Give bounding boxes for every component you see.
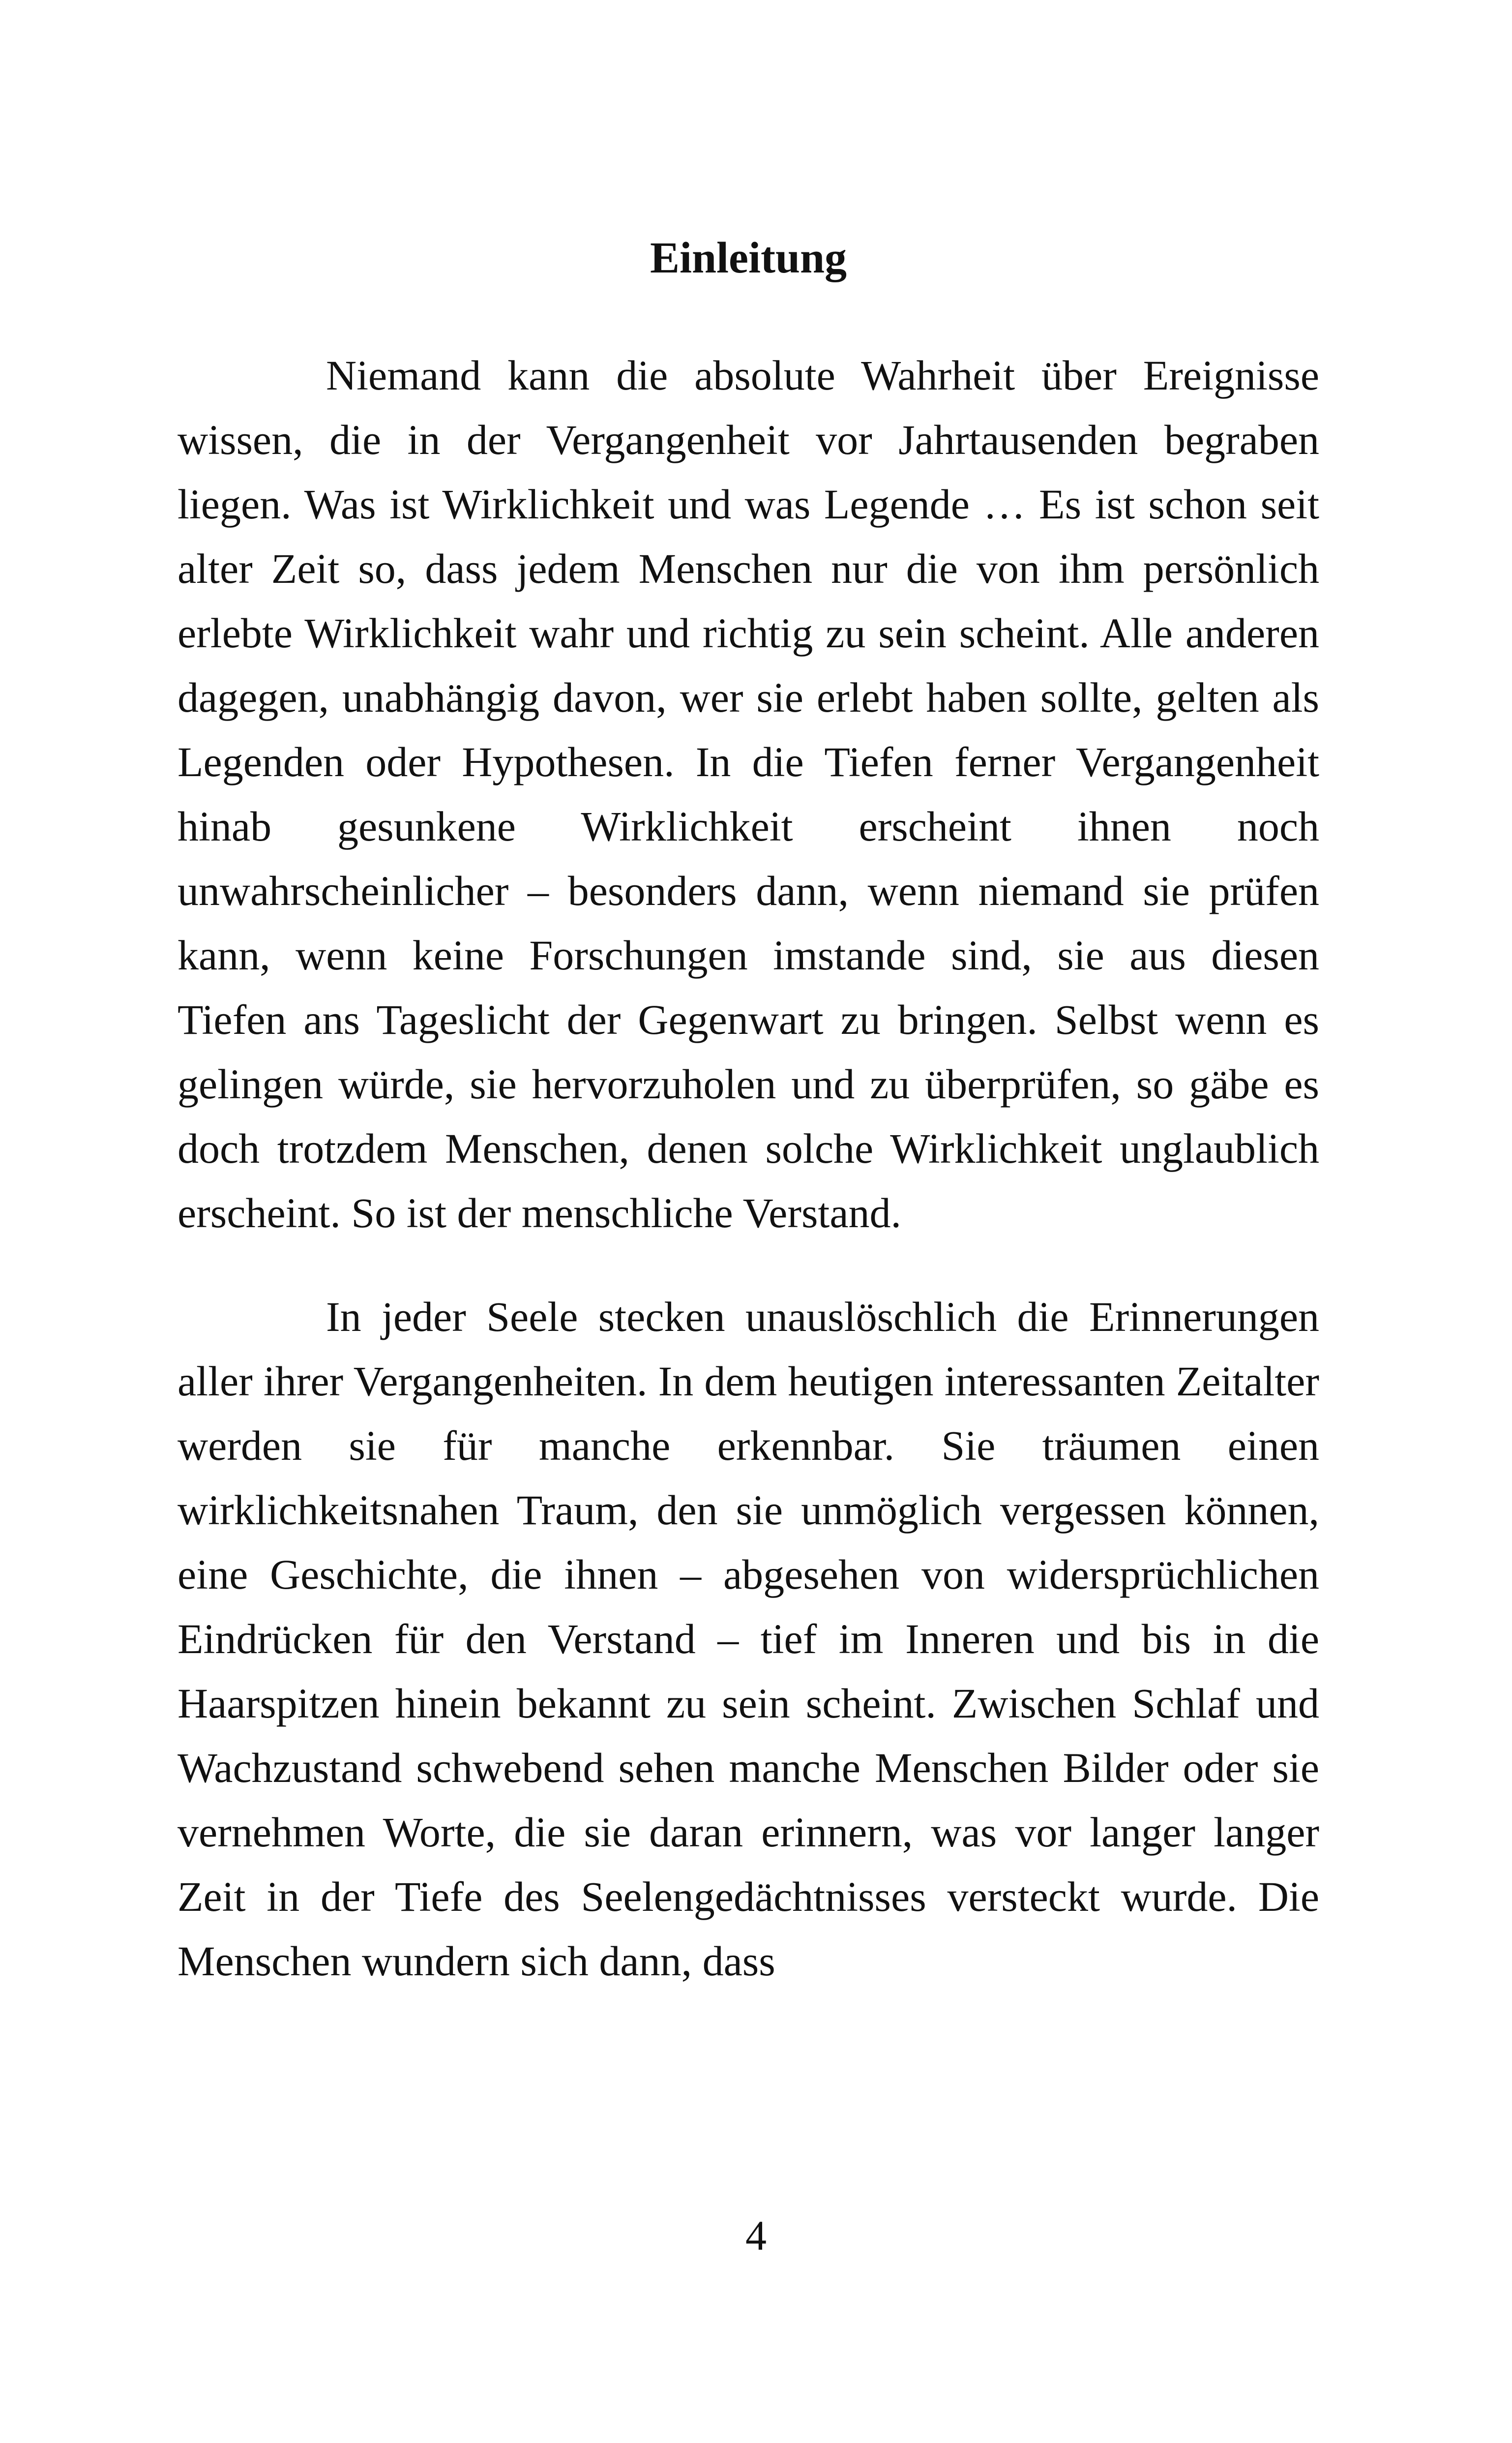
page-number: 4 [745, 2212, 767, 2259]
text-block [178, 231, 1319, 1993]
chapter-title: Einleitung [650, 234, 847, 282]
paragraph-2: In jeder Seele stecken unauslöschlich die Erinnerungen aller ihrer Vergangenheiten. In dem heutigen interessanten Zeitalter werden sie für manche erkennbar. Sie träumen einen wirklichkeitsnahen Traum, den sie unmöglich vergessen können, eine Geschichte, die ihnen – abgesehen von widersprüchlichen Eindrücken für den Verstand – tief im Inneren und bis in die Haarspitzen hinein bekannt zu sein scheint. Zwischen Schlaf und Wachzustand schwebend sehen manche Menschen Bilder oder sie vernehmen Worte, die sie daran erinnern, was vor langer langer Zeit in der Tiefe des Seelengedächtnisses versteckt wurde. Die Menschen wundern sich dann, dass [178, 1293, 1319, 1985]
paragraph-1: Niemand kann die absolute Wahrheit über Ereignisse wissen, die in der Vergangenheit vor Jahrtausenden begraben liegen. Was ist Wirklichkeit und was Legende … Es ist schon seit alter Zeit so, dass jedem Menschen nur die von ihm persönlich erlebte Wirklichkeit wahr und richtig zu sein scheint. Alle anderen dagegen, unabhängig davon, wer sie erlebt haben sollte, gelten als Legenden oder Hypothesen. In die Tiefen ferner Vergangenheit hinab gesunkene Wirklichkeit erscheint ihnen noch unwahrscheinlicher – besonders dann, wenn niemand sie prüfen kann, wenn keine Forschungen imstande sind, sie aus diesen Tiefen ans Tageslicht der Gegenwart zu bringen. Selbst wenn es gelingen würde, sie hervorzuholen und zu überprüfen, so gäbe es doch trotzdem Menschen, denen solche Wirklichkeit unglaublich erscheint. So ist der menschliche Verstand. [178, 352, 1319, 1237]
